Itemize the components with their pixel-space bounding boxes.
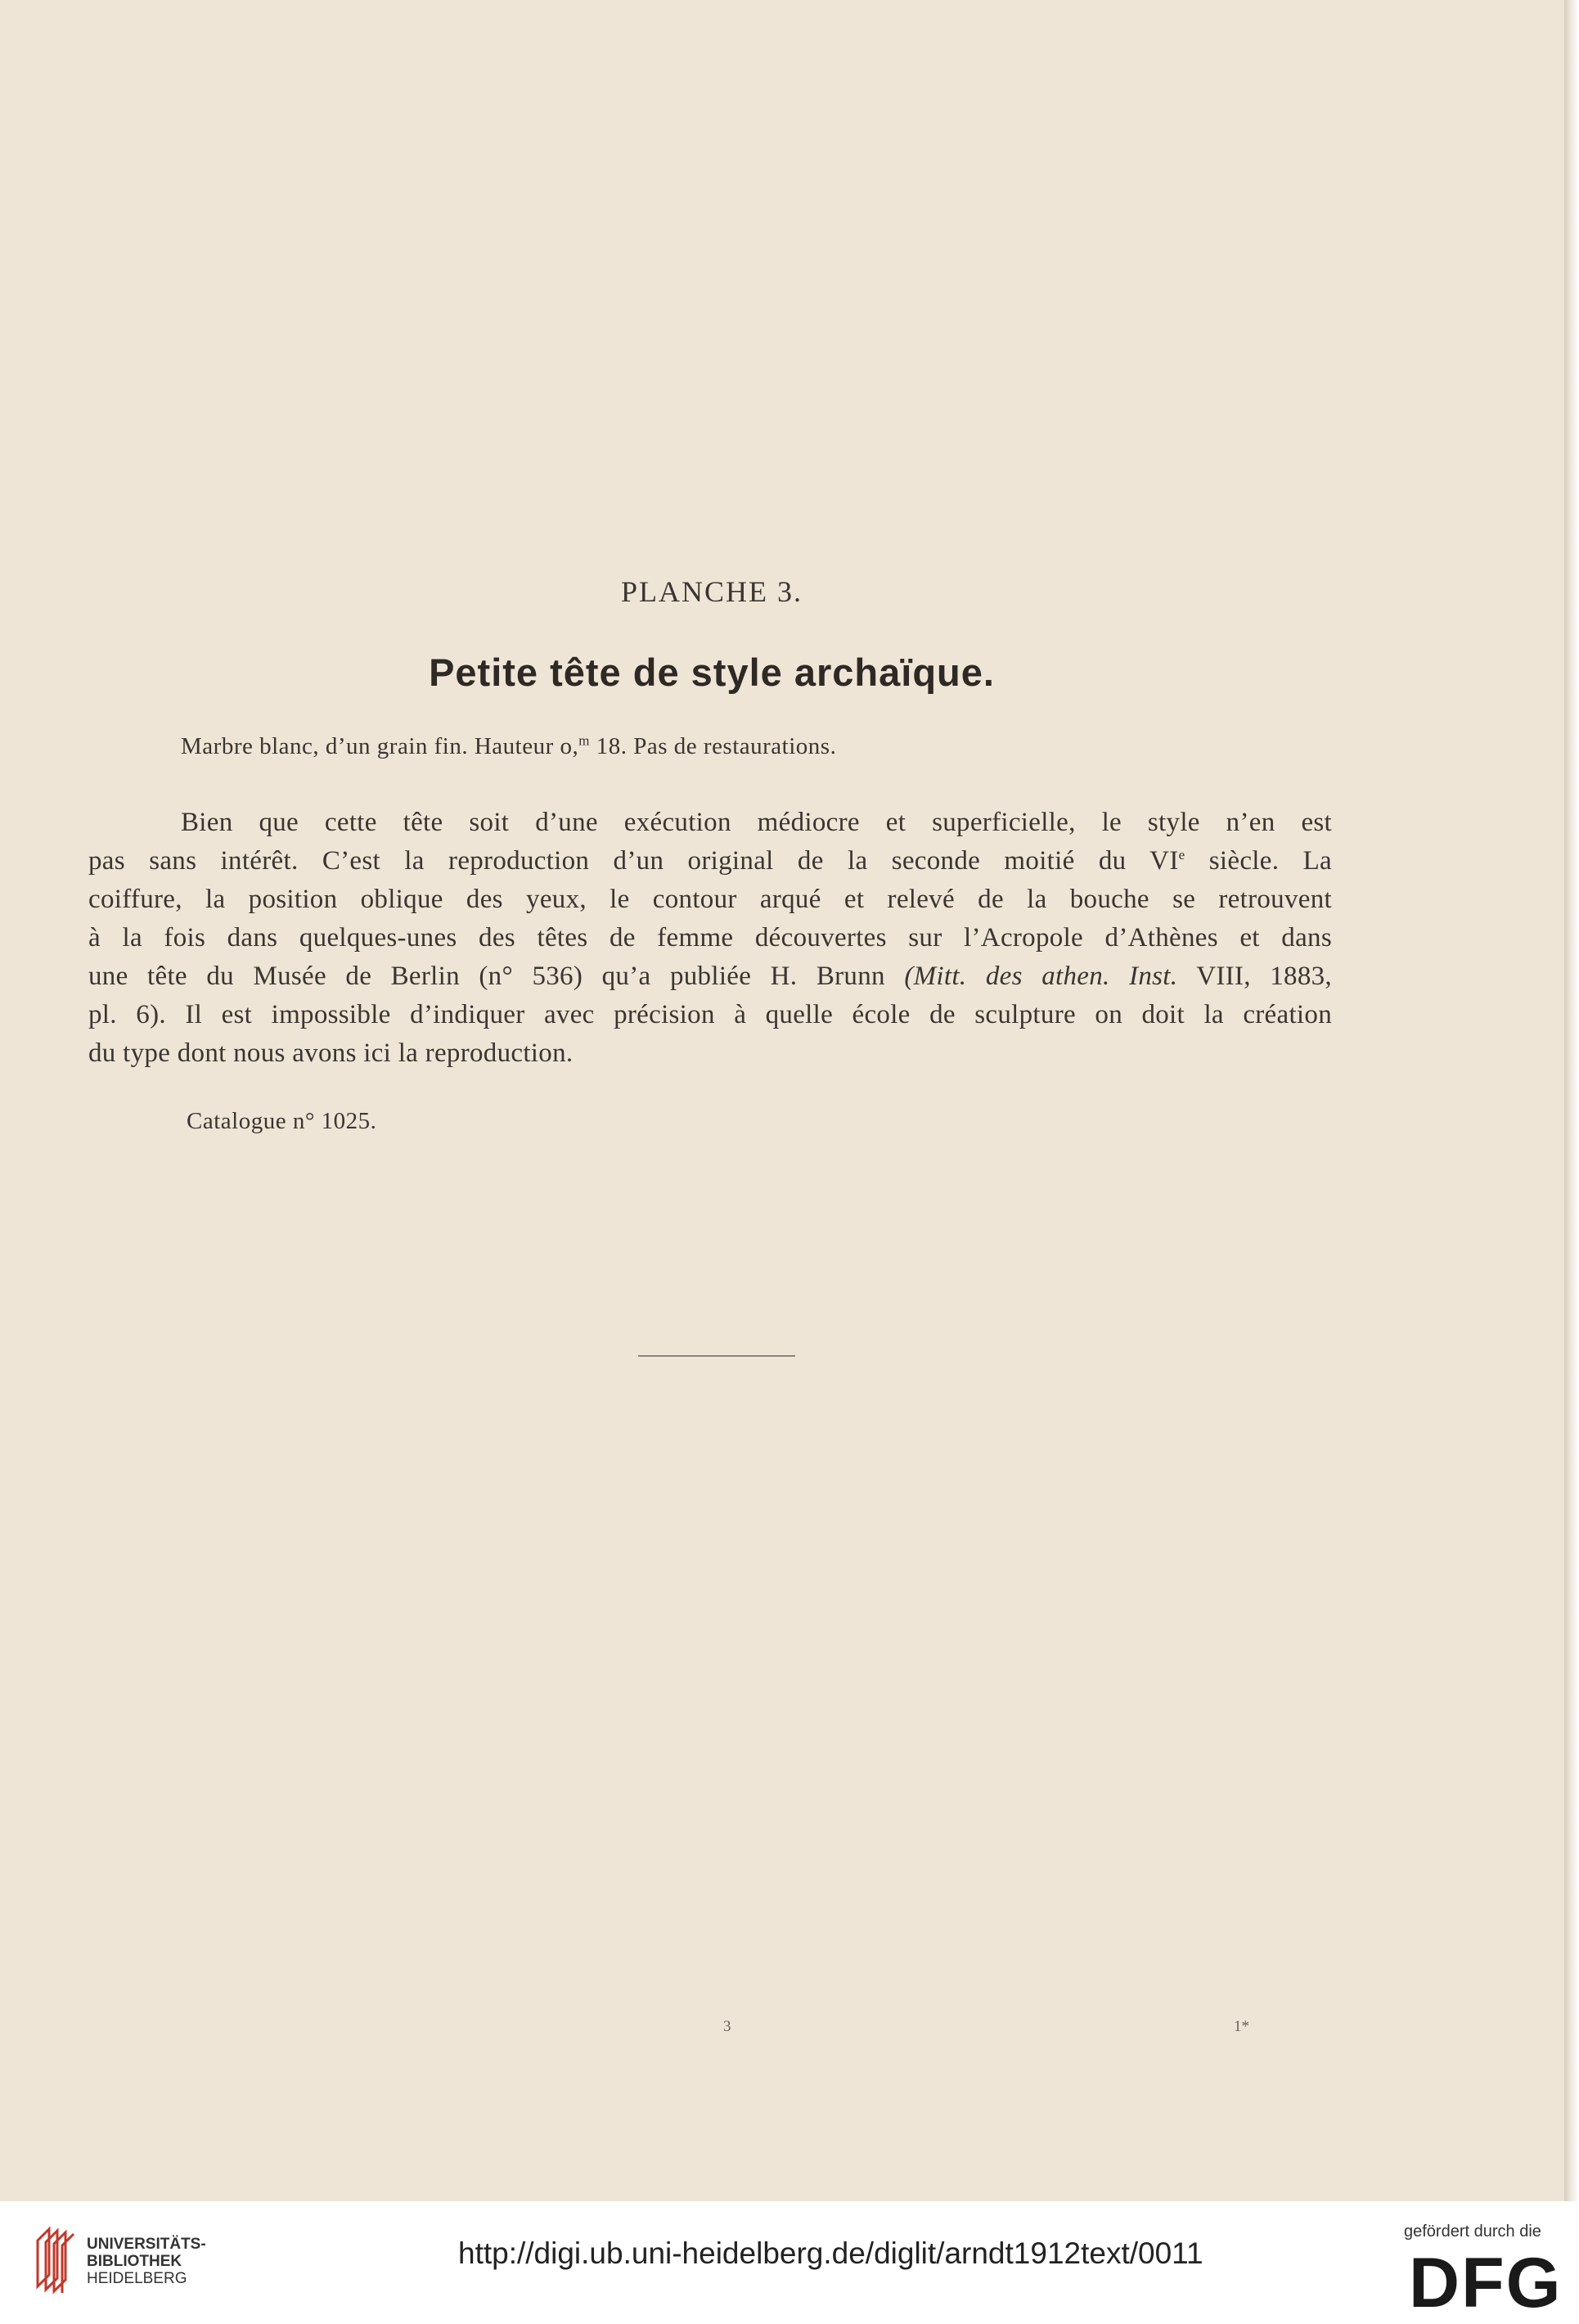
body-line-5 xyxy=(88,957,1332,996)
body-line-2-text: pas sans intérêt. C’est la reproduction d’un original de la seconde moitié du VI xyxy=(88,846,1179,876)
page-title: Petite tête de style archaïque. xyxy=(429,651,995,694)
body-line-6: pl. 6). Il est impossible d’indiquer avec précision à quelle école de sculpture on doit la création xyxy=(88,1000,1332,1029)
permalink-url[interactable]: http://digi.ub.uni-heidelberg.de/diglit/arndt1912text/0011 xyxy=(458,2236,1203,2270)
funding-text: gefördert durch die xyxy=(1404,2223,1541,2241)
library-name-3: HEIDELBERG xyxy=(87,2270,187,2287)
page-edge xyxy=(1564,0,1579,2201)
catalogue-number: Catalogue n° 1025. xyxy=(187,1108,377,1134)
dfg-logo: DFG xyxy=(1409,2244,1563,2322)
library-logo-text xyxy=(87,2236,206,2287)
materials-line xyxy=(181,733,1408,760)
body-line-4: à la fois dans quelques-unes des têtes de femme découvertes sur l’Acropole d’Athènes et dans xyxy=(88,923,1332,953)
library-name-2: BIBLIOTHEK xyxy=(87,2253,182,2270)
body-line-5-end: VIII, 1883, xyxy=(1177,962,1332,991)
body-line-5-text: une tête du Musée de Berlin (n° 536) qu’a publiée H. Brunn xyxy=(88,962,905,991)
unit-superscript: m xyxy=(578,732,590,749)
materials-text-end: 18. Pas de restaurations. xyxy=(590,733,837,759)
page-number: 3 xyxy=(723,2018,731,2035)
section-divider xyxy=(638,1355,795,1357)
body-paragraph xyxy=(88,804,1332,1073)
century-superscript: e xyxy=(1178,847,1185,862)
citation-italic: (Mitt. des athen. Inst. xyxy=(904,962,1178,991)
body-line-2-end: siècle. La xyxy=(1185,846,1332,876)
body-line-1: Bien que cette tête soit d’une exécution médiocre et superficielle, le style n’en est xyxy=(181,808,1332,837)
plate-number: PLANCHE 3. xyxy=(620,575,803,608)
body-line-7: du type dont nous avons ici la reproduction. xyxy=(88,1038,574,1068)
signature-mark: 1* xyxy=(1234,2018,1249,2035)
library-name-1: UNIVERSITÄTS- xyxy=(87,2236,206,2253)
body-line-2 xyxy=(88,842,1332,881)
body-line-3: coiffure, la position oblique des yeux, le contour arqué et relevé de la bouche se retrouvent xyxy=(88,885,1332,914)
library-logo-icon xyxy=(31,2223,80,2296)
materials-text: Marbre blanc, d’un grain fin. Hauteur o, xyxy=(181,733,579,759)
